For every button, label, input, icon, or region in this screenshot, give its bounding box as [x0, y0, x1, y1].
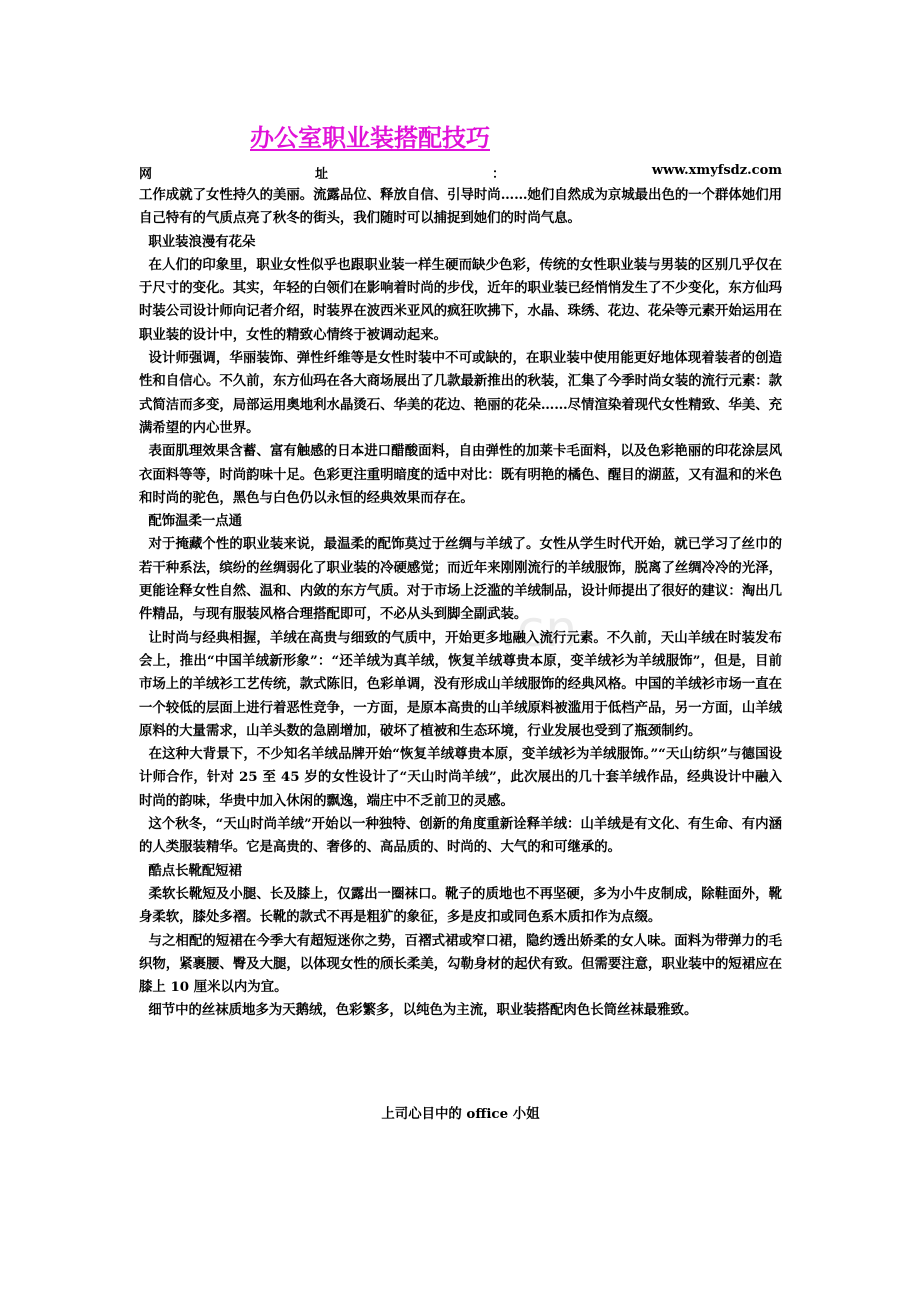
url-label-1: 网	[139, 167, 153, 182]
paragraph: 在这种大背景下，不少知名羊绒品牌开始“恢复羊绒尊贵本原，变羊绒衫为羊绒服饰。”“天山纺织”与德国设计师合作，针对 25 至 45 岁的女性设计了“天山时尚羊绒”，此次展出的几十套羊绒作品，经典设计中融入时尚的韵味，华贵中加入休闲的飘逸，端庄中不乏前卫的灵感。	[139, 746, 782, 809]
paragraph: 在人们的印象里，职业女性似乎也跟职业装一样生硬而缺少色彩，传统的女性职业装与男装的区别几乎仅在于尺寸的变化。其实，年轻的白领们在影响着时尚的步伐，近年的职业装已经悄悄发生了不少变化，东方仙玛时装公司设计师向记者介绍，时装界在波西米亚风的疯狂吹拂下，水晶、珠绣、花边、花朵等元素开始运用在职业装的设计中，女性的精致心情终于被调动起来。	[139, 256, 783, 343]
paragraph: 工作成就了女性持久的美丽。流露品位、释放自信、引导时尚……她们自然成为京城最出色的一个群体她们用自己特有的气质点亮了秋冬的街头，我们随时可以捕捉到她们的时尚气息。	[139, 187, 782, 227]
watermark: .cn	[500, 600, 579, 658]
document-title[interactable]: 办公室职业装搭配技巧	[250, 124, 490, 152]
url-row	[139, 163, 782, 183]
section-heading: 酷点长靴配短裙	[139, 862, 243, 879]
url-value: www.xmyfsdz.com	[651, 163, 782, 178]
paragraph: 让时尚与经典相握，羊绒在高贵与细致的气质中，开始更多地融入流行元素。不久前，天山羊绒在时装发布会上，推出“中国羊绒新形象”：“还羊绒为真羊绒，恢复羊绒尊贵本原，变羊绒衫为羊绒服饰”，但是，目前市场上的羊绒衫工艺传统，款式陈旧，色彩单调，没有形成山羊绒服饰的经典风格。中国的羊绒衫市场一直在一个较低的层面上进行着恶性竞争，一方面，是原本高贵的山羊绒原料被滥用于低档产品，另一方面，山羊绒原料的大量需求，山羊头数的急剧增加，破坏了植被和生态环境，行业发展也受到了瓶颈制约。	[139, 629, 783, 739]
section-heading: 配饰温柔一点通	[139, 513, 243, 530]
article-body	[139, 184, 782, 1023]
paragraph: 细节中的丝袜质地多为天鹅绒，色彩繁多，以纯色为主流，职业装搭配肉色长筒丝袜最雅致。	[139, 1002, 698, 1019]
section-heading: 职业装浪漫有花朵	[139, 233, 256, 250]
paragraph: 这个秋冬，“天山时尚羊绒”开始以一种独特、创新的角度重新诠释羊绒：山羊绒是有文化、有生命、有内涵的人类服装精华。它是高贵的、奢侈的、高品质的、时尚的、大气的和可继承的。	[139, 816, 782, 856]
paragraph: 与之相配的短裙在今季大有超短迷你之势，百褶式裙或窄口裙，隐约透出娇柔的女人味。面料为带弹力的毛织物，紧裹腰、臀及大腿，以体现女性的颀长柔美，勾勒身材的起伏有致。但需要注意，职业装中的短裙应在膝上 10 厘米以内为宜。	[139, 932, 783, 996]
paragraph: 对于掩藏个性的职业装来说，最温柔的配饰莫过于丝绸与羊绒了。女性从学生时代开始，就已学习了丝巾的若干种系法，缤纷的丝绸弱化了职业装的冷硬感觉；而近年来刚刚流行的羊绒服饰，脱离了丝绸冷冷的光泽，更能诠释女性自然、温和、内敛的东方气质。对于市场上泛滥的羊绒制品，设计师提出了很好的建议：淘出几件精品，与现有服装风格合理搭配即可，不必从头到脚全副武装。	[139, 536, 783, 623]
paragraph: 柔软长靴短及小腿、长及膝上，仅露出一圈袜口。靴子的质地也不再坚硬，多为小牛皮制成，除鞋面外，靴身柔软，膝处多褶。长靴的款式不再是粗犷的象征，多是皮扣或同色系木质扣作为点缀。	[139, 885, 783, 926]
url-colon: ：	[492, 167, 506, 182]
footer-heading: 上司心目中的 office 小姐	[381, 1106, 540, 1122]
url-label-2: 址	[315, 167, 329, 182]
paragraph: 设计师强调，华丽装饰、弹性纤维等是女性时装中不可或缺的，在职业装中使用能更好地体现着装者的创造性和自信心。不久前，东方仙玛在各大商场展出了几款最新推出的秋装，汇集了今季时尚女装的流行元素：款式简洁而多变，局部运用奥地利水晶烫石、华美的花边、艳丽的花朵……尽情渲染着现代女性精致、华美、充满希望的内心世界。	[139, 350, 783, 436]
paragraph: 表面肌理效果含蓄、富有触感的日本进口醋酸面料，自由弹性的加莱卡毛面料，以及色彩艳丽的印花涂层风衣面料等等，时尚韵味十足。色彩更注重明暗度的适中对比：既有明艳的橘色、醒目的湖蓝，又有温和的米色和时尚的驼色，黑色与白色仍以永恒的经典效果而存在。	[139, 443, 783, 506]
